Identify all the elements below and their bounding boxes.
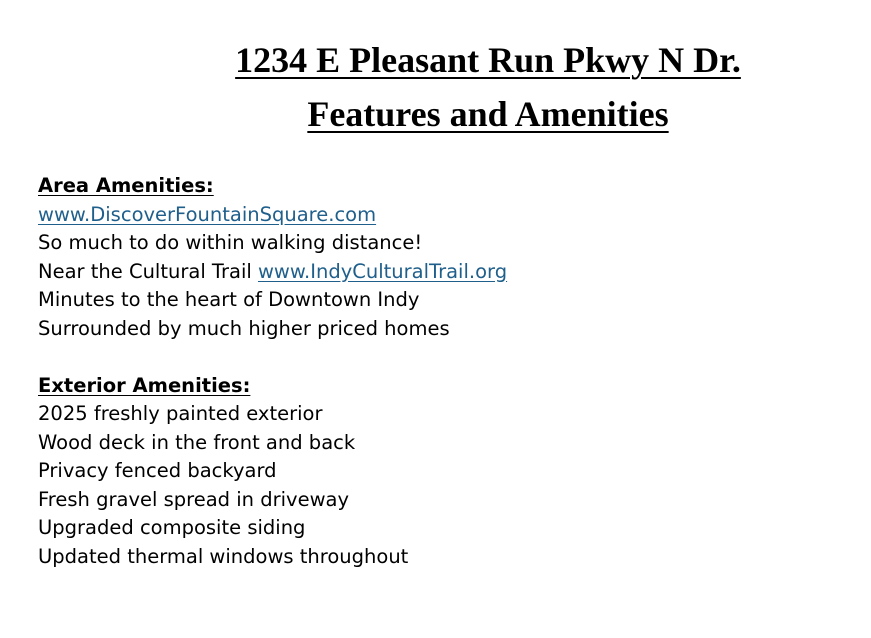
downtown-text: Minutes to the heart of Downtown Indy [38, 288, 420, 311]
page-title-address: 1234 E Pleasant Run Pkwy N Dr. [235, 40, 741, 80]
exterior-item-paint: 2025 freshly painted exterior [38, 402, 323, 425]
walking-distance-text: So much to do within walking distance! [38, 231, 423, 254]
exterior-item-siding: Upgraded composite siding [38, 516, 306, 539]
document-body [38, 172, 507, 571]
exterior-amenities-heading: Exterior Amenities: [38, 373, 251, 397]
exterior-item-windows: Updated thermal windows throughout [38, 544, 409, 568]
cultural-trail-line [38, 258, 507, 287]
fountain-square-line [38, 201, 507, 230]
area-amenities-heading: Area Amenities: [38, 174, 214, 197]
cultural-trail-text: Near the Cultural Trail [38, 259, 258, 283]
fountain-square-link[interactable]: www.DiscoverFountainSquare.com [38, 202, 377, 226]
cultural-trail-link[interactable]: www.IndyCulturalTrail.org [257, 259, 508, 283]
exterior-item-gravel: Fresh gravel spread in driveway [38, 487, 350, 511]
section-spacer [38, 343, 507, 372]
page-title-subtitle: Features and Amenities [307, 94, 669, 134]
exterior-item-deck: Wood deck in the front and back [38, 430, 356, 454]
surrounded-text: Surrounded by much higher priced homes [38, 316, 450, 340]
exterior-item-fence: Privacy fenced backyard [38, 459, 277, 482]
